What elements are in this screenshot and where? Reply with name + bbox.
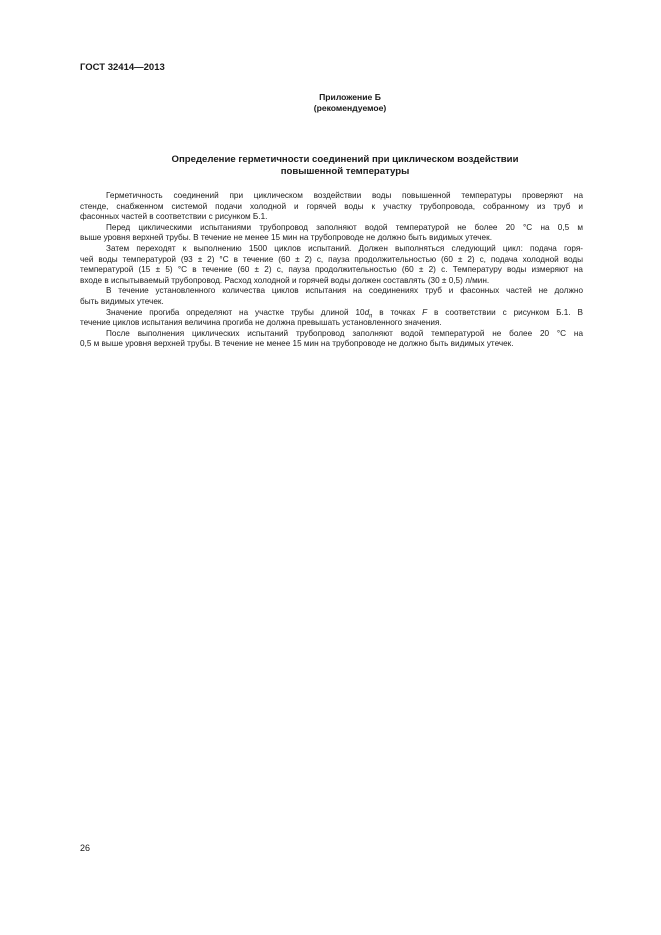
page-number: 26 <box>80 843 91 853</box>
text-line: входе в испытываемый трубопровод. Расход холодной и горячей воды должен составлять (30 ± 0,5) л/мин. <box>80 275 490 285</box>
text-line: Затем переходят к выполнению 1500 циклов испытаний. Должен выполняться следующий цикл: подача горя- <box>106 243 583 253</box>
text-line: 0,5 м выше уровня верхней трубы. В течение не менее 15 мин на трубопроводе не должно быть видимых утечек. <box>80 339 514 349</box>
text-line: фасонных частей в соответствии с рисунком Б.1. <box>80 212 268 222</box>
text-line: стенде, снабженном системой подачи холодной и горячей воды к участку трубопровода, собранному из труб и <box>80 201 583 211</box>
paragraph <box>80 329 583 350</box>
text-line: В течение установленного количества циклов испытания на соединениях труб и фасонных частей не должно <box>106 286 583 296</box>
paragraph <box>80 223 583 244</box>
paragraph <box>80 244 583 286</box>
text-line: выше уровня верхней трубы. В течение не менее 15 мин на трубопроводе не должно быть видимых утечек. <box>80 233 492 243</box>
paragraph <box>80 308 583 329</box>
text-line: Перед циклическими испытаниями трубопровод заполняют водой температурой не более 20 °С на 0,5 м <box>106 222 583 232</box>
text-line: температурой (15 ± 5) °С в течение (60 ± 2) с, пауза продолжительностью (60 ± 2) с. Температуру воды измеряют на <box>80 265 583 275</box>
text-line: чей воды температурой (93 ± 2) °С в течение (60 ± 2) с, пауза продолжительностью (60 ± 2) с, подача холодной воды <box>80 254 583 264</box>
text-line: Значение прогиба определяют на участке трубы длиной $10d_п$ в точках F в соответствии с рисунком Б.1. В <box>106 307 583 320</box>
document-header: ГОСТ 32414—2013 <box>80 62 165 73</box>
annex-title: Приложение Б <box>319 92 381 102</box>
section-heading-line1: Определение герметичности соединений при циклическом воздействии <box>171 154 519 165</box>
section-heading-line2: повышенной температуры <box>280 165 410 177</box>
body-text <box>80 191 583 350</box>
text-line: быть видимых утечек. <box>80 296 164 306</box>
text-line: После выполнения циклических испытаний трубопровод заполняют водой температурой не более 20 °С на <box>106 328 583 338</box>
annex-subtitle: (рекомендуемое) <box>313 103 387 113</box>
text-line: Герметичность соединений при циклическом воздействии воды повышенной температуры проверяют на <box>106 191 583 200</box>
paragraph <box>80 286 583 307</box>
text-line: течение циклов испытания величина прогиба не должна превышать установленного значения. <box>80 318 442 328</box>
paragraph <box>80 191 583 223</box>
